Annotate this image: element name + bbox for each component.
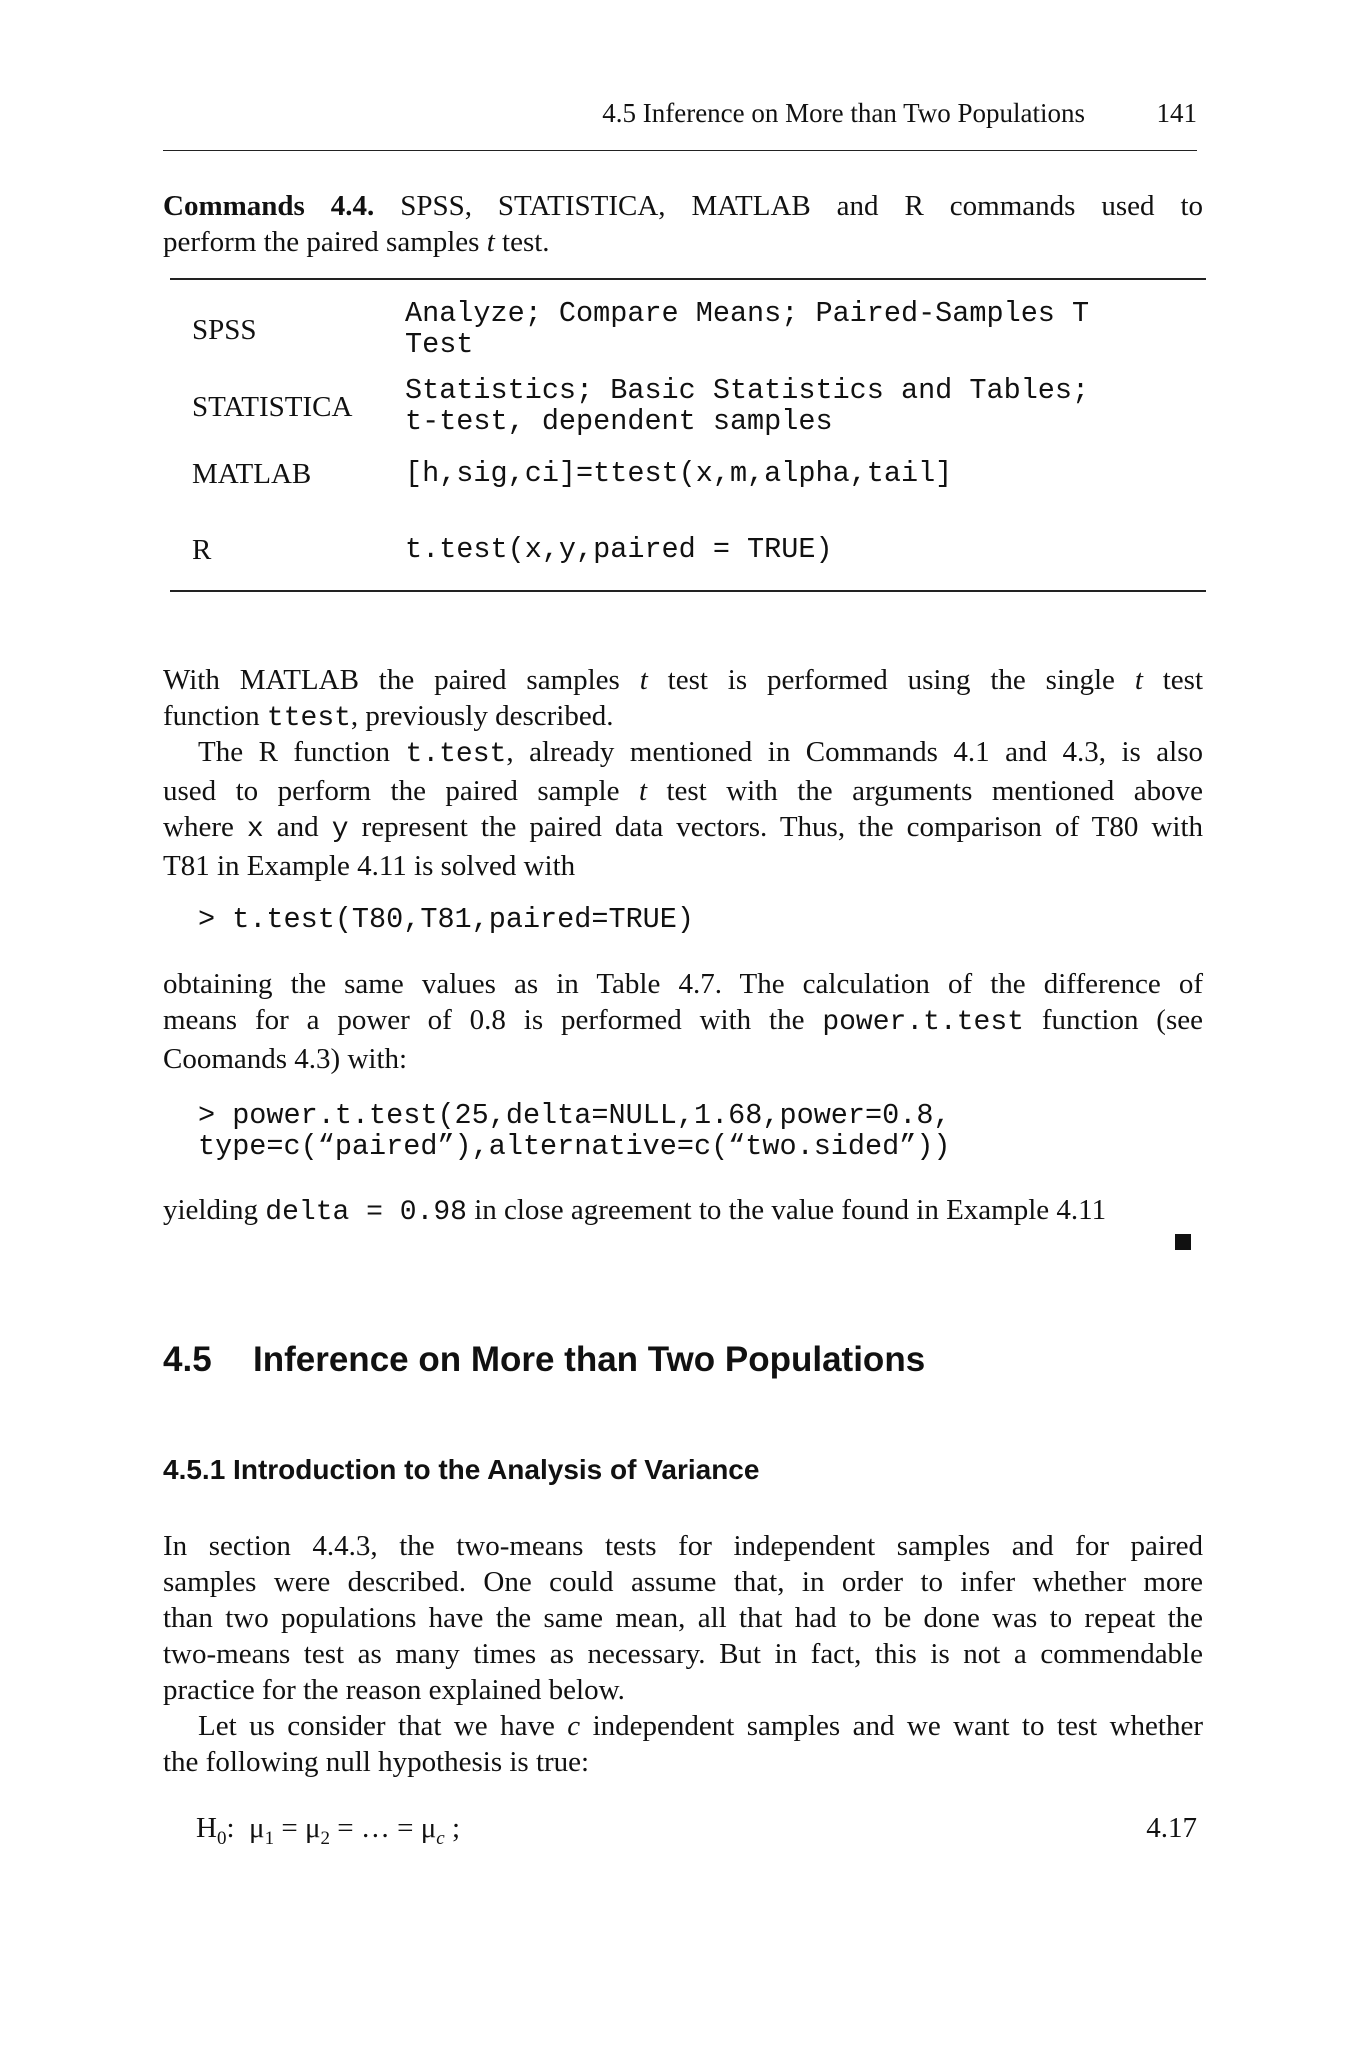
software-label: STATISTICA bbox=[192, 391, 353, 423]
commands-table bbox=[170, 278, 1206, 592]
paragraph-matlab-ttest: With MATLAB the paired samples t test is performed using the single t test function ttest, previously described. bbox=[163, 664, 1204, 734]
page-number: 141 bbox=[1156, 98, 1197, 128]
subsection-heading: 4.5.1 Introduction to the Analysis of Variance bbox=[163, 1454, 760, 1485]
commands-caption: Commands 4.4. SPSS, STATISTICA, MATLAB and R commands used to perform the paired samples t test. bbox=[163, 190, 1203, 258]
command-code: Analyze; Compare Means; Paired-Samples T Test bbox=[405, 297, 1090, 361]
paragraph-null-hypothesis: Let us consider that we have c independent samples and we want to test whether the following null hypothesis is true: bbox=[163, 1710, 1204, 1778]
running-header bbox=[163, 98, 1197, 151]
section-heading: 4.5 Inference on More than Two Populations bbox=[163, 1340, 926, 1379]
software-label: R bbox=[192, 534, 212, 566]
paragraph-r-ttest: The R function t.test, already mentioned in Commands 4.1 and 4.3, is also used to perform the paired sample t test with the arguments mentioned above where x and y represent the paired data vectors. Thus, the comparison of T80 with T81 in Example 4.11 is solved with bbox=[163, 736, 1204, 882]
running-title: 4.5 Inference on More than Two Populations bbox=[602, 98, 1085, 128]
paragraph-yielding-delta: yielding delta = 0.98 in close agreement to the value found in Example 4.11 bbox=[163, 1194, 1107, 1228]
caption-label: Commands 4.4. bbox=[163, 190, 375, 222]
command-code: [h,sig,ci]=ttest(x,m,alpha,tail] bbox=[405, 457, 953, 490]
equation-number: 4.17 bbox=[1146, 1812, 1197, 1844]
software-label: SPSS bbox=[192, 314, 257, 346]
code-ttest-example: > t.test(T80,T81,paired=TRUE) bbox=[198, 903, 694, 936]
software-label: MATLAB bbox=[192, 458, 312, 490]
end-of-example-mark bbox=[1175, 1234, 1191, 1250]
command-code: Statistics; Basic Statistics and Tables; t-test, dependent samples bbox=[405, 374, 1090, 438]
paragraph-anova-intro: In section 4.4.3, the two-means tests for independent samples and for paired samples were described. One could assume that, in order to infer whether more than two populations have the same mean, all that had to be done was to repeat the two-means test as many times as necessary. But in fact, this is not a commendable practice for the reason explained below. bbox=[163, 1530, 1203, 1706]
code-power-ttest: > power.t.test(25,delta=NULL,1.68,power=0.8, type=c(“paired”),alternative=c(“two.sided”)) bbox=[198, 1099, 951, 1163]
equation-null-hypothesis: $H_0$: $\mu_1 = \mu_2$ = … = $\mu_c$ ; bbox=[196, 1812, 461, 1849]
paragraph-power-ttest: obtaining the same values as in Table 4.7. The calculation of the difference of means for a power of 0.8 is performed with the power.t.test function (see Coomands 4.3) with: bbox=[163, 968, 1203, 1075]
command-code: t.test(x,y,paired = TRUE) bbox=[405, 533, 833, 566]
